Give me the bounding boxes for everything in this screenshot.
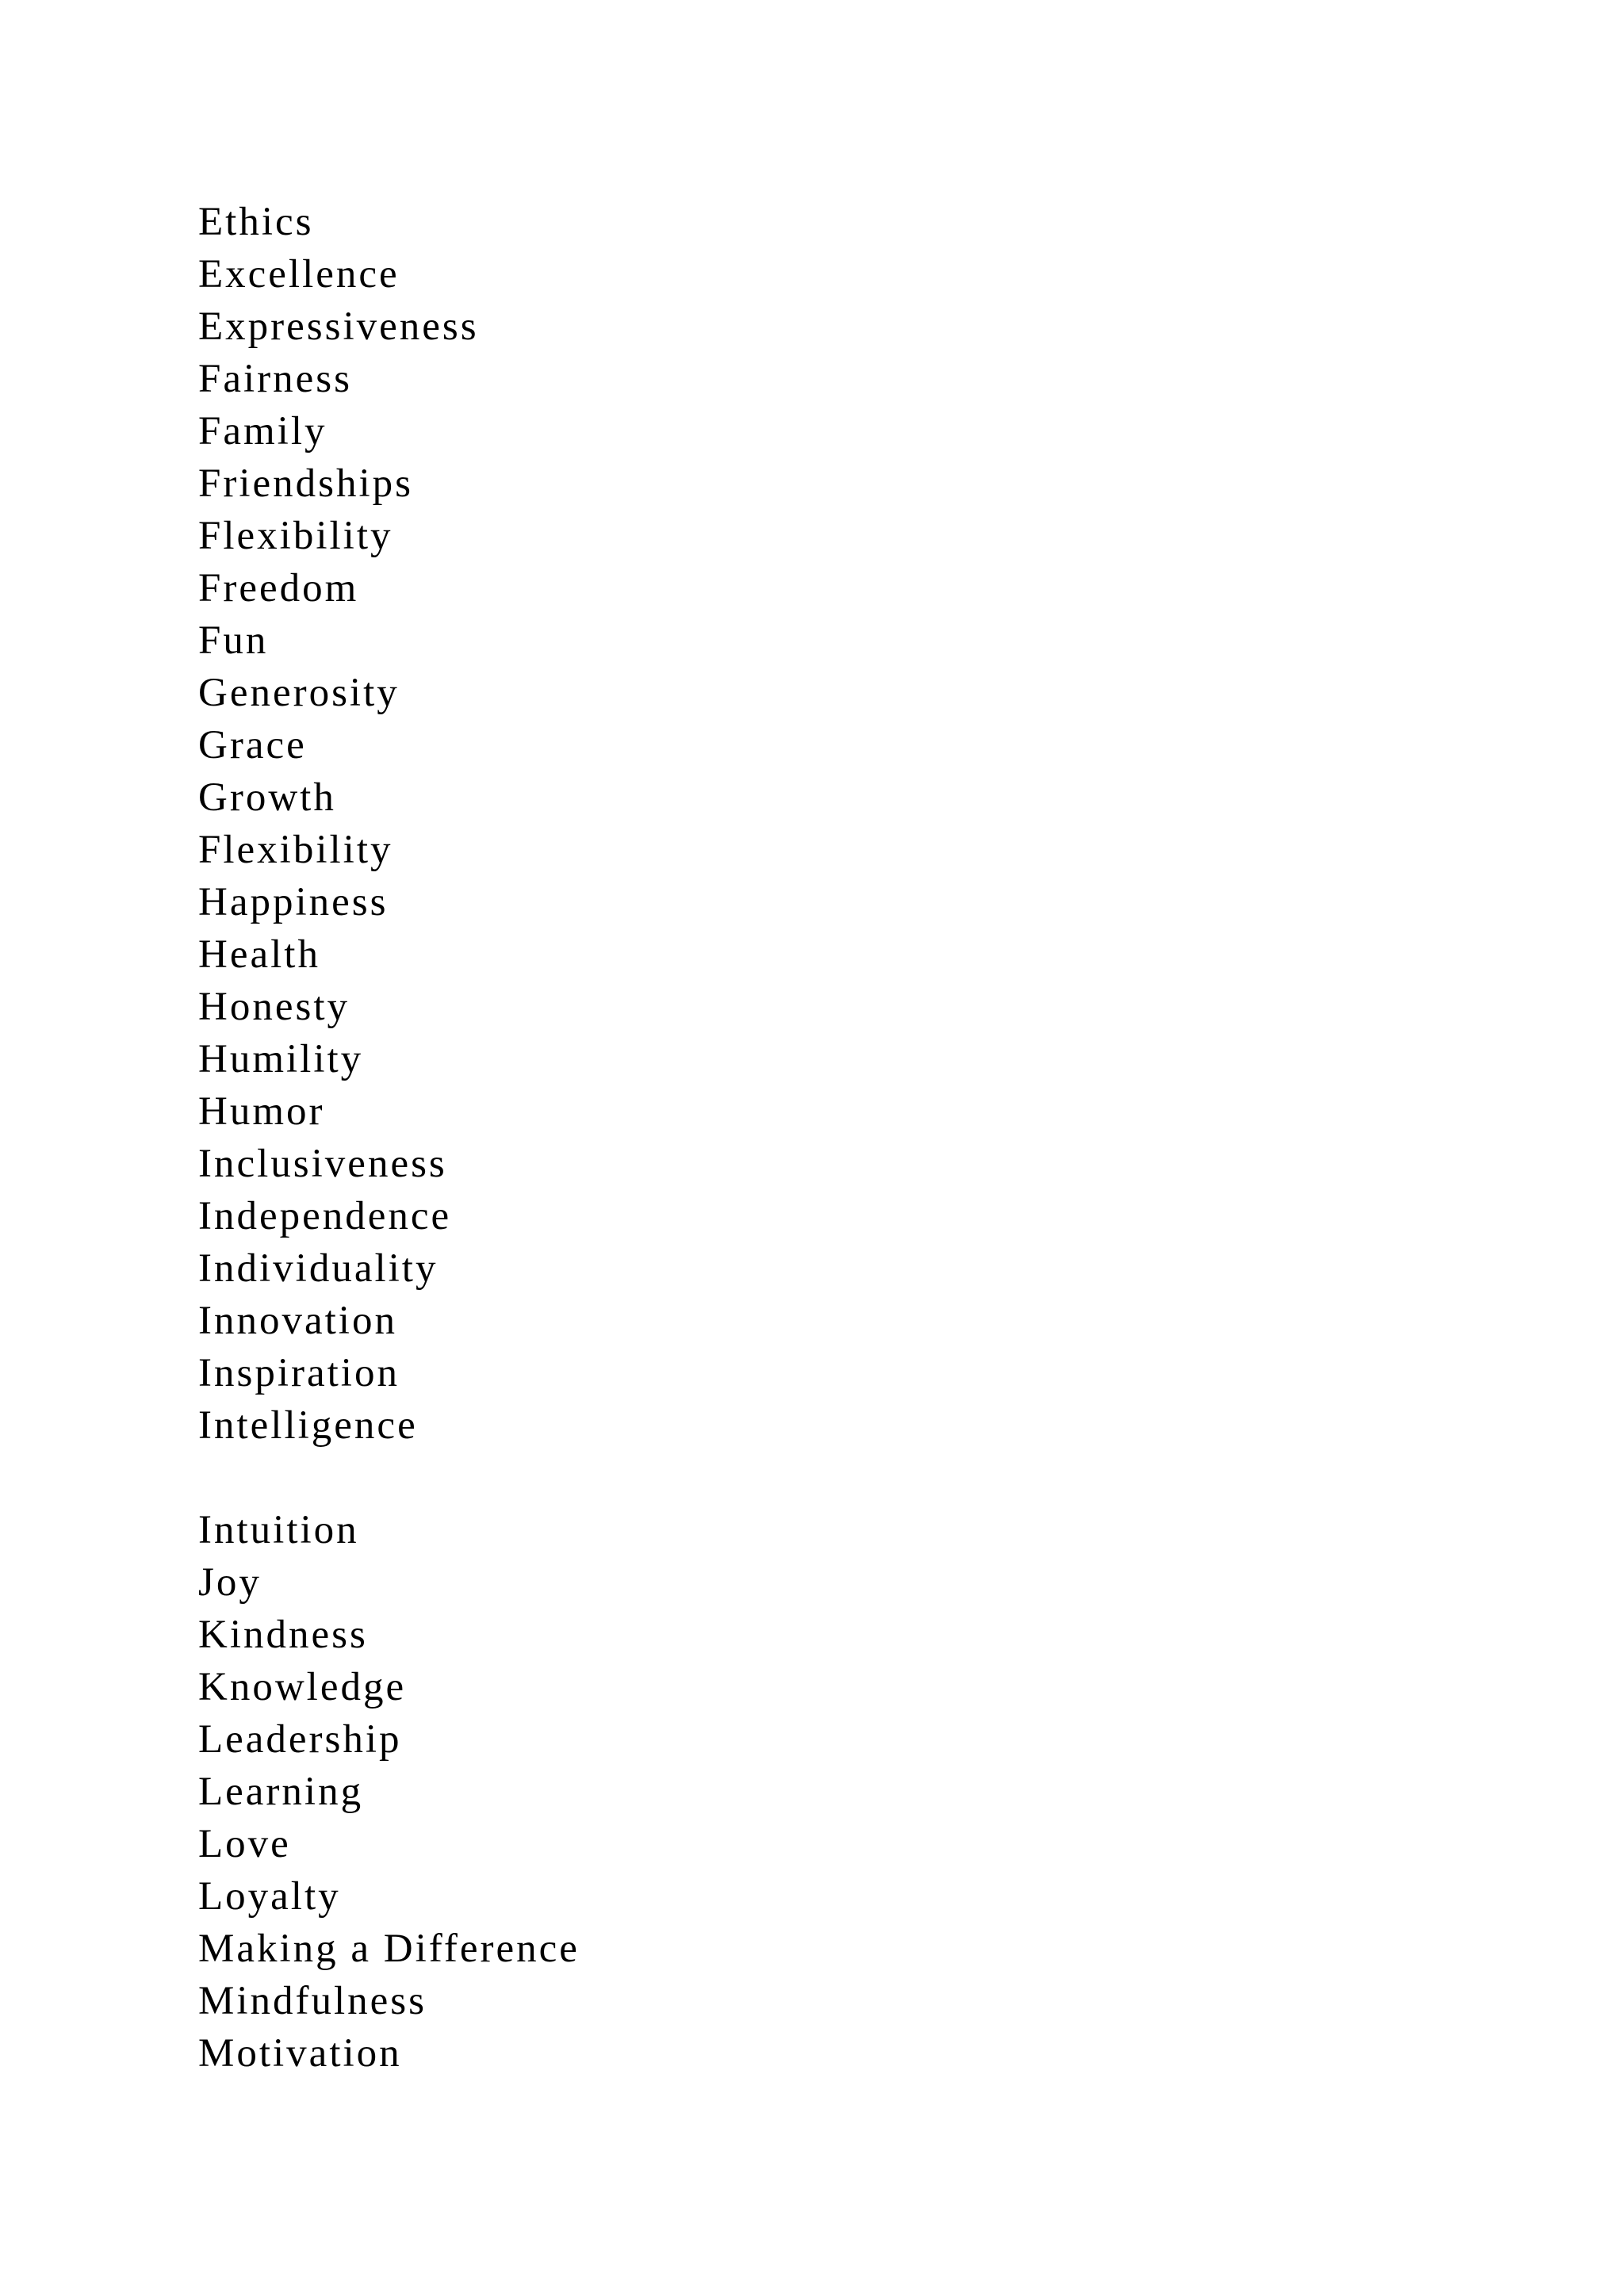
list-item: Generosity xyxy=(198,671,400,715)
list-item: Freedom xyxy=(198,566,359,610)
list-item: Health xyxy=(198,932,320,977)
list-item: Ethics xyxy=(198,200,314,244)
list-item: Happiness xyxy=(198,880,389,924)
values-word-list xyxy=(198,196,580,2080)
list-item: Making a Difference xyxy=(198,1927,580,1971)
list-item: Knowledge xyxy=(198,1665,407,1709)
list-item: Intuition xyxy=(198,1508,359,1552)
list-item: Inclusiveness xyxy=(198,1142,447,1186)
list-item: Intelligence xyxy=(198,1403,418,1448)
list-item: Kindness xyxy=(198,1613,368,1657)
list-item: Flexibility xyxy=(198,828,393,872)
list-item: Individuality xyxy=(198,1246,439,1291)
list-item: Fun xyxy=(198,618,269,663)
list-item: Inspiration xyxy=(198,1351,400,1395)
list-item: Honesty xyxy=(198,985,350,1029)
list-item: Motivation xyxy=(198,2031,402,2076)
list-item: Learning xyxy=(198,1770,364,1814)
list-item: Independence xyxy=(198,1194,452,1238)
list-item: Love xyxy=(198,1822,291,1866)
list-item: Grace xyxy=(198,723,307,767)
list-item: Growth xyxy=(198,775,336,820)
list-item: Flexibility xyxy=(198,514,393,558)
list-item: Fairness xyxy=(198,357,352,401)
list-item: Humility xyxy=(198,1037,364,1081)
list-item: Expressiveness xyxy=(198,304,479,349)
list-item: Humor xyxy=(198,1089,325,1134)
list-item: Family xyxy=(198,409,327,453)
list-item: Excellence xyxy=(198,252,400,297)
list-item: Leadership xyxy=(198,1717,402,1762)
list-item: Innovation xyxy=(198,1299,397,1343)
list-item: Friendships xyxy=(198,461,414,506)
list-item: Loyalty xyxy=(198,1874,341,1919)
list-item: Joy xyxy=(198,1560,262,1605)
blank-line xyxy=(198,1452,580,1504)
list-item: Mindfulness xyxy=(198,1979,427,2023)
